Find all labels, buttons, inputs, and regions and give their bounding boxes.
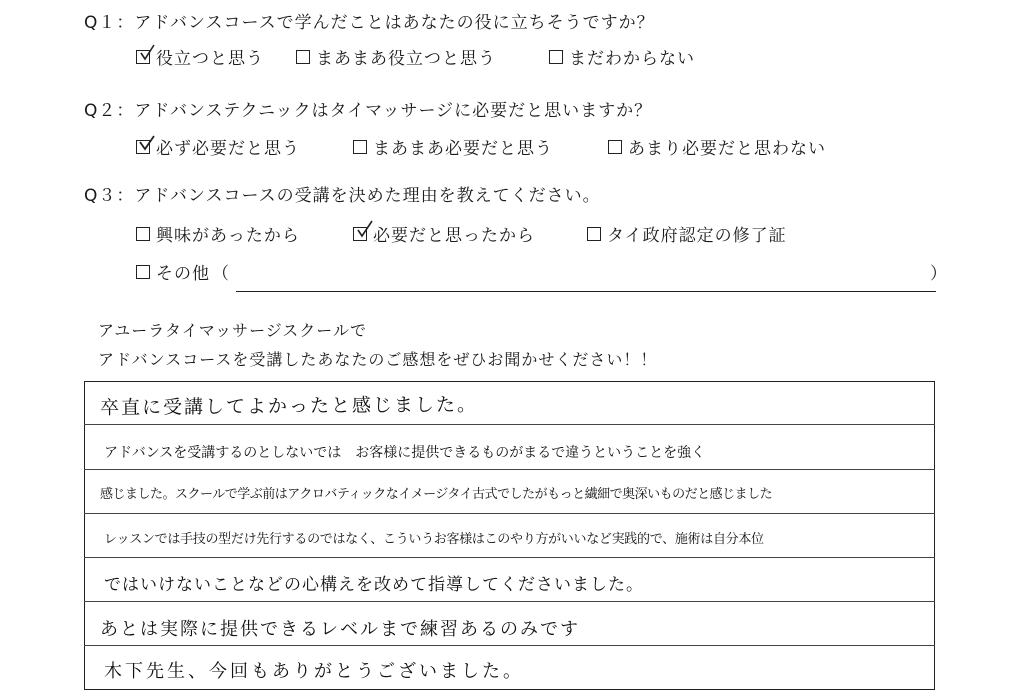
ruled-line bbox=[84, 645, 935, 646]
q3-option-1[interactable] bbox=[136, 221, 300, 246]
other-open-paren: （ bbox=[212, 264, 229, 284]
q3-question: Q３：アドバンスコースの受講を決めた理由を教えてください。 bbox=[84, 186, 601, 206]
checkbox-checked[interactable] bbox=[353, 227, 367, 241]
q1-question: Q１：アドバンスコースで学んだことはあなたの役に立ちそうですか？ bbox=[84, 13, 655, 33]
ruled-line bbox=[84, 424, 935, 425]
q1-option-1[interactable] bbox=[136, 44, 264, 69]
ruled-line bbox=[84, 601, 935, 602]
q3-option-2[interactable] bbox=[353, 221, 535, 246]
q1-option-2-label: まあまあ役立つと思う bbox=[316, 49, 496, 69]
q3-option-3-label: タイ政府認定の修了証 bbox=[607, 226, 787, 246]
handwritten-line-4: レッスンでは手技の型だけ先行するのではなく、こういうお客様はこのやり方がいいなど実践的で、施術は自分本位 bbox=[104, 532, 764, 547]
checkbox[interactable] bbox=[587, 227, 601, 241]
checkmark-icon bbox=[139, 44, 155, 62]
checkbox-checked[interactable] bbox=[136, 140, 150, 154]
ruled-line bbox=[84, 513, 935, 514]
handwritten-line-2: アドバンスを受講するのとしないでは お客様に提供できるものがまるで違うということを強く bbox=[104, 445, 706, 461]
q2-option-2-label: まあまあ必要だと思う bbox=[373, 139, 553, 159]
intro-line-2: アドバンスコースを受講したあなたのご感想をぜひお聞かせください！！ bbox=[98, 350, 658, 369]
intro-line-1: アユーラタイマッサージスクールで bbox=[98, 321, 367, 340]
q2-option-1[interactable] bbox=[136, 134, 300, 159]
checkbox[interactable] bbox=[136, 227, 150, 241]
checkmark-icon bbox=[356, 221, 372, 239]
q1-option-3[interactable] bbox=[549, 44, 695, 69]
checkbox[interactable] bbox=[353, 140, 367, 154]
handwritten-line-1: 卒直に受講してよかったと感じました。 bbox=[99, 393, 479, 419]
checkbox-checked[interactable] bbox=[136, 50, 150, 64]
q3-option-1-label: 興味があったから bbox=[156, 226, 300, 246]
q3-option-3[interactable] bbox=[587, 221, 787, 246]
ruled-line bbox=[84, 557, 935, 558]
q3-option-2-label: 必要だと思ったから bbox=[373, 226, 535, 246]
q3-option-other[interactable] bbox=[136, 259, 210, 284]
q2-option-3-label: あまり必要だと思わない bbox=[628, 139, 826, 159]
handwritten-line-5: ではいけないことなどの心構えを改めて指導してくださいました。 bbox=[104, 575, 644, 595]
ruled-line bbox=[84, 469, 935, 470]
q3-option-other-label: その他 bbox=[156, 264, 210, 284]
checkbox[interactable] bbox=[608, 140, 622, 154]
handwritten-line-7: 木下先生、今回もありがとうございました。 bbox=[104, 661, 524, 682]
q1-option-1-label: 役立つと思う bbox=[156, 49, 264, 69]
q1-option-2[interactable] bbox=[296, 44, 496, 69]
q1-option-3-label: まだわからない bbox=[569, 49, 695, 69]
q2-question: Q２：アドバンステクニックはタイマッサージに必要だと思いますか？ bbox=[84, 101, 653, 121]
handwritten-line-3: 感じました。スクールで学ぶ前はアクロバティックなイメージタイ古式でしたがもっと繊細で奥深いものだと感じました bbox=[100, 487, 773, 502]
checkbox[interactable] bbox=[549, 50, 563, 64]
checkmark-icon bbox=[139, 134, 155, 152]
checkbox[interactable] bbox=[136, 265, 150, 279]
q2-option-1-label: 必ず必要だと思う bbox=[156, 139, 300, 159]
q2-option-2[interactable] bbox=[353, 134, 553, 159]
other-close-paren: ） bbox=[930, 264, 947, 284]
checkbox[interactable] bbox=[296, 50, 310, 64]
handwritten-line-6: あとは実際に提供できるレベルまで練習あるのみです bbox=[100, 619, 580, 640]
q2-option-3[interactable] bbox=[608, 134, 826, 159]
other-input-line[interactable] bbox=[236, 291, 936, 292]
